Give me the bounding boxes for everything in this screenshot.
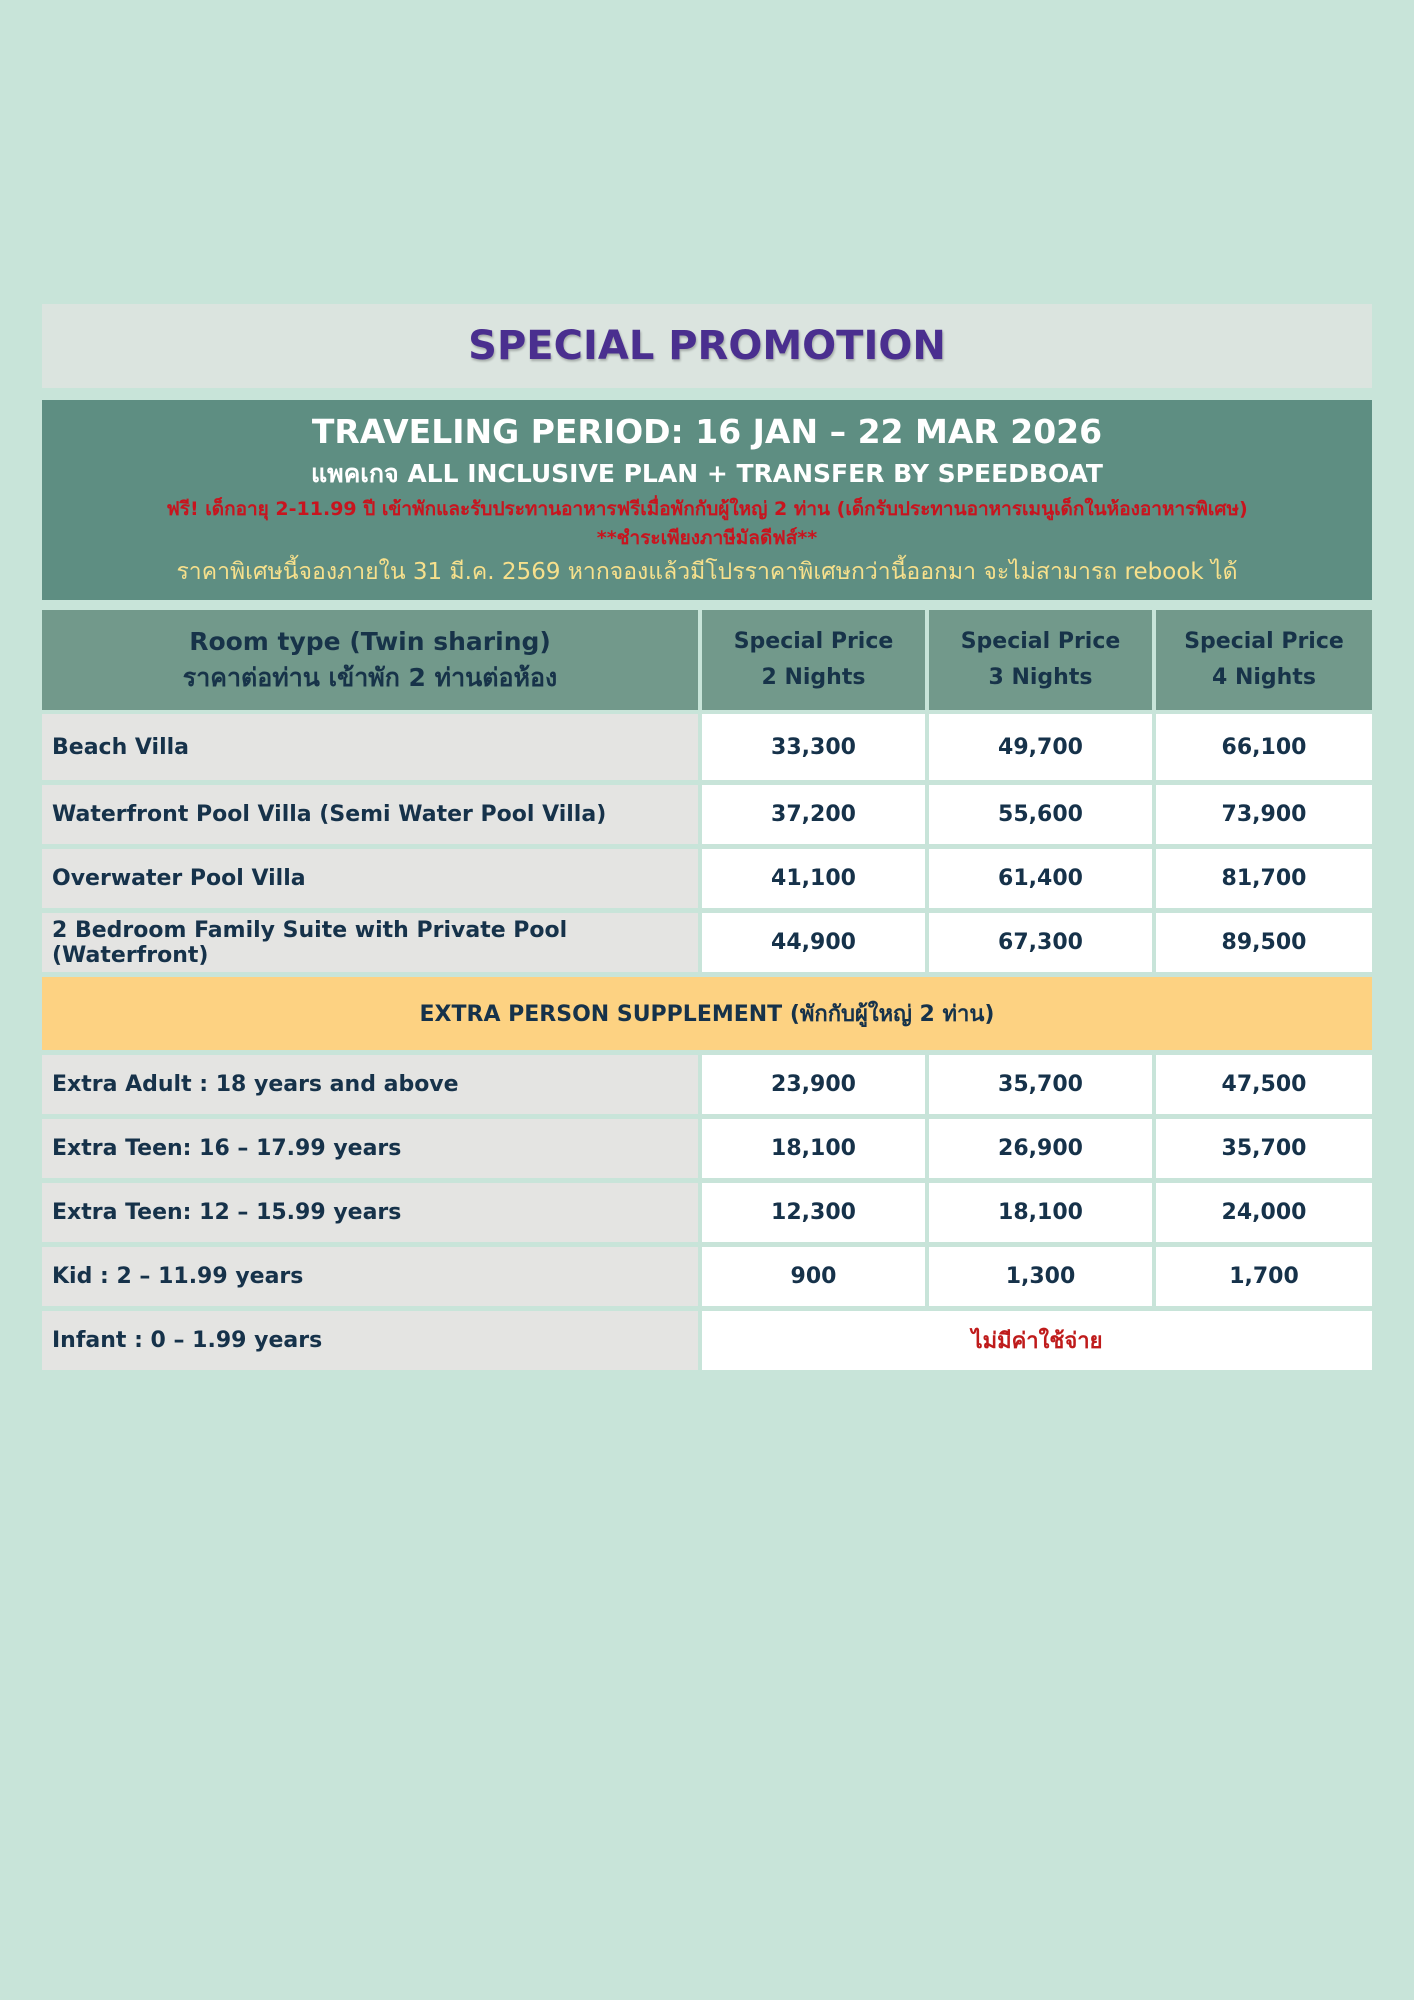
price-4-nights: 35,700	[1156, 1119, 1372, 1178]
package-name: แพคเกจ ALL INCLUSIVE PLAN + TRANSFER BY SPEEDBOAT	[310, 459, 1103, 488]
price-2-nights: 12,300	[702, 1183, 925, 1242]
promotion-title: SPECIAL PROMOTION	[42, 304, 1372, 388]
room-name: Waterfront Pool Villa (Semi Water Pool Villa)	[42, 785, 698, 844]
header-room-type-line1: Room type (Twin sharing)	[189, 627, 551, 656]
promotion-sheet	[42, 304, 1372, 1375]
extra-person-type: Extra Teen: 16 – 17.99 years	[42, 1119, 698, 1178]
price-4-nights: 47,500	[1156, 1055, 1372, 1114]
price-2-nights: 41,100	[702, 849, 925, 908]
infant-type: Infant : 0 – 1.99 years	[42, 1311, 698, 1370]
header-3-nights-line2: 3 Nights	[988, 665, 1093, 690]
header-3-nights	[929, 610, 1152, 710]
no-charge-label: ไม่มีค่าใช้จ่าย	[702, 1311, 1372, 1370]
price-3-nights: 61,400	[929, 849, 1152, 908]
room-name: Beach Villa	[42, 714, 698, 780]
vat-note: **ชำระเพียงภาษีมัลดีฟส์**	[596, 527, 818, 549]
price-2-nights: 37,200	[702, 785, 925, 844]
extra-person-type: Kid : 2 – 11.99 years	[42, 1247, 698, 1306]
price-4-nights: 73,900	[1156, 785, 1372, 844]
price-4-nights: 24,000	[1156, 1183, 1372, 1242]
supplement-title: EXTRA PERSON SUPPLEMENT (พักกับผู้ใหญ่ 2 ท่าน)	[42, 977, 1372, 1050]
price-2-nights: 33,300	[702, 714, 925, 780]
price-4-nights: 1,700	[1156, 1247, 1372, 1306]
price-4-nights: 66,100	[1156, 714, 1372, 780]
price-3-nights: 35,700	[929, 1055, 1152, 1114]
header-4-nights-line1: Special Price	[1184, 629, 1344, 654]
header-room-type-line2: ราคาต่อท่าน เข้าพัก 2 ท่านต่อห้อง	[182, 663, 558, 692]
price-3-nights: 49,700	[929, 714, 1152, 780]
header-2-nights-line1: Special Price	[733, 629, 894, 654]
header-2-nights-line2: 2 Nights	[761, 665, 866, 690]
price-3-nights: 26,900	[929, 1119, 1152, 1178]
price-2-nights: 23,900	[702, 1055, 925, 1114]
price-3-nights: 1,300	[929, 1247, 1152, 1306]
kids-free-note: ฟรี! เด็กอายุ 2-11.99 ปี เข้าพักและรับประทานอาหารฟรีเมื่อพักกับผู้ใหญ่ 2 ท่าน (เด็กรับประทานอาหารเมนูเด็กในห้องอาหารพิเศษ)	[166, 498, 1248, 520]
traveling-period: TRAVELING PERIOD: 16 JAN – 22 MAR 2026	[311, 412, 1103, 451]
extra-person-type: Extra Teen: 12 – 15.99 years	[42, 1183, 698, 1242]
booking-note: ราคาพิเศษนี้จองภายใน 31 มี.ค. 2569 หากจองแล้วมีโปรราคาพิเศษกว่านี้ออกมา จะไม่สามารถ rebook ได้	[176, 559, 1238, 585]
room-name: Overwater Pool Villa	[42, 849, 698, 908]
promotion-info-banner	[42, 400, 1372, 600]
price-table	[42, 610, 1372, 1375]
header-4-nights-line2: 4 Nights	[1212, 665, 1316, 690]
price-4-nights: 81,700	[1156, 849, 1372, 908]
room-name: 2 Bedroom Family Suite with Private Pool (Waterfront)	[42, 913, 698, 972]
extra-person-type: Extra Adult : 18 years and above	[42, 1055, 698, 1114]
price-3-nights: 67,300	[929, 913, 1152, 972]
header-4-nights	[1156, 610, 1372, 710]
price-2-nights: 44,900	[702, 913, 925, 972]
header-3-nights-line1: Special Price	[960, 629, 1121, 654]
price-3-nights: 55,600	[929, 785, 1152, 844]
price-2-nights: 18,100	[702, 1119, 925, 1178]
header-2-nights	[702, 610, 925, 710]
price-4-nights: 89,500	[1156, 913, 1372, 972]
header-room-type	[42, 610, 698, 710]
price-2-nights: 900	[702, 1247, 925, 1306]
price-3-nights: 18,100	[929, 1183, 1152, 1242]
